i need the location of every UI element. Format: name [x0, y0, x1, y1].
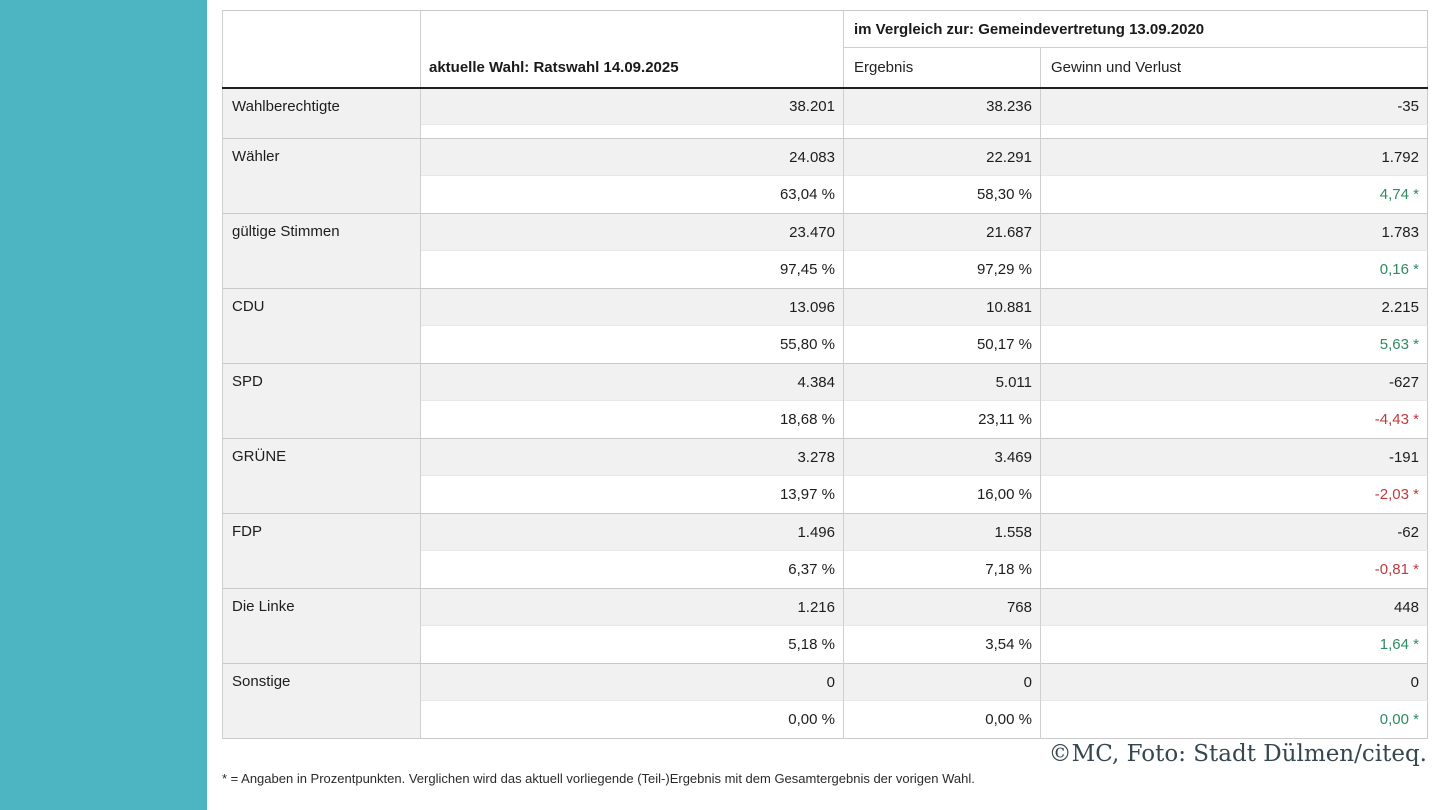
current-value-cell: 4.384 — [421, 364, 844, 401]
table-row-values — [223, 514, 1428, 551]
previous-percent-cell — [844, 125, 1041, 139]
table-row-values — [223, 589, 1428, 626]
diff-percent-cell: 4,74 * — [1041, 176, 1428, 214]
current-percent-cell: 18,68 % — [421, 401, 844, 439]
row-label: SPD — [223, 364, 421, 439]
result-column-header: Ergebnis — [844, 48, 1041, 88]
corner-cell — [223, 11, 421, 88]
diff-percent-cell: -0,81 * — [1041, 551, 1428, 589]
diff-percent-cell: 0,00 * — [1041, 701, 1428, 739]
current-percent-cell: 63,04 % — [421, 176, 844, 214]
diff-value-cell: -627 — [1041, 364, 1428, 401]
diff-value-cell: 2.215 — [1041, 289, 1428, 326]
diff-percent-cell: 1,64 * — [1041, 626, 1428, 664]
diff-value-cell: 1.792 — [1041, 139, 1428, 176]
current-election-header: aktuelle Wahl: Ratswahl 14.09.2025 — [421, 11, 844, 88]
row-label: FDP — [223, 514, 421, 589]
table-row-values — [223, 139, 1428, 176]
current-value-cell: 3.278 — [421, 439, 844, 476]
diff-percent-cell: 5,63 * — [1041, 326, 1428, 364]
election-results-table — [222, 10, 1428, 739]
table-row-values — [223, 664, 1428, 701]
current-percent-cell: 13,97 % — [421, 476, 844, 514]
diff-value-cell: -191 — [1041, 439, 1428, 476]
previous-value-cell: 38.236 — [844, 88, 1041, 125]
row-label: Wahlberechtigte — [223, 88, 421, 139]
current-percent-cell — [421, 125, 844, 139]
table-row-values — [223, 214, 1428, 251]
current-percent-cell: 55,80 % — [421, 326, 844, 364]
row-label: gültige Stimmen — [223, 214, 421, 289]
current-percent-cell: 97,45 % — [421, 251, 844, 289]
current-percent-cell: 0,00 % — [421, 701, 844, 739]
row-label: Die Linke — [223, 589, 421, 664]
header-row-top — [223, 11, 1428, 48]
table-body — [223, 88, 1428, 739]
row-label: Sonstige — [223, 664, 421, 739]
previous-value-cell: 22.291 — [844, 139, 1041, 176]
results-content — [222, 10, 1427, 786]
previous-value-cell: 3.469 — [844, 439, 1041, 476]
diff-value-cell: 448 — [1041, 589, 1428, 626]
previous-percent-cell: 3,54 % — [844, 626, 1041, 664]
current-percent-cell: 5,18 % — [421, 626, 844, 664]
row-label: GRÜNE — [223, 439, 421, 514]
current-value-cell: 13.096 — [421, 289, 844, 326]
previous-percent-cell: 50,17 % — [844, 326, 1041, 364]
current-value-cell: 24.083 — [421, 139, 844, 176]
previous-percent-cell: 58,30 % — [844, 176, 1041, 214]
current-value-cell: 23.470 — [421, 214, 844, 251]
previous-value-cell: 5.011 — [844, 364, 1041, 401]
footnote: * = Angaben in Prozentpunkten. Verglichen wird das aktuell vorliegende (Teil-)Ergebnis mit dem Gesamtergebnis der vorigen Wahl. — [222, 771, 975, 786]
diff-percent-cell: -2,03 * — [1041, 476, 1428, 514]
row-label: CDU — [223, 289, 421, 364]
previous-value-cell: 1.558 — [844, 514, 1041, 551]
gain-loss-column-header: Gewinn und Verlust — [1041, 48, 1428, 88]
diff-value-cell: 1.783 — [1041, 214, 1428, 251]
previous-value-cell: 21.687 — [844, 214, 1041, 251]
diff-percent-cell — [1041, 125, 1428, 139]
table-row-values — [223, 364, 1428, 401]
current-percent-cell: 6,37 % — [421, 551, 844, 589]
comparison-header: im Vergleich zur: Gemeindevertretung 13.09.2020 — [844, 11, 1428, 48]
diff-value-cell: -35 — [1041, 88, 1428, 125]
diff-value-cell: 0 — [1041, 664, 1428, 701]
table-row-values — [223, 439, 1428, 476]
table-header — [223, 11, 1428, 88]
previous-percent-cell: 97,29 % — [844, 251, 1041, 289]
previous-value-cell: 0 — [844, 664, 1041, 701]
current-value-cell: 1.496 — [421, 514, 844, 551]
previous-percent-cell: 7,18 % — [844, 551, 1041, 589]
diff-percent-cell: 0,16 * — [1041, 251, 1428, 289]
previous-value-cell: 768 — [844, 589, 1041, 626]
current-value-cell: 0 — [421, 664, 844, 701]
current-value-cell: 38.201 — [421, 88, 844, 125]
previous-value-cell: 10.881 — [844, 289, 1041, 326]
row-label: Wähler — [223, 139, 421, 214]
diff-value-cell: -62 — [1041, 514, 1428, 551]
previous-percent-cell: 16,00 % — [844, 476, 1041, 514]
table-row-values — [223, 289, 1428, 326]
photo-credit: ©MC, Foto: Stadt Dülmen/citeq. — [1048, 741, 1427, 767]
previous-percent-cell: 23,11 % — [844, 401, 1041, 439]
teal-sidebar — [0, 0, 207, 810]
diff-percent-cell: -4,43 * — [1041, 401, 1428, 439]
table-row-values — [223, 88, 1428, 125]
previous-percent-cell: 0,00 % — [844, 701, 1041, 739]
current-value-cell: 1.216 — [421, 589, 844, 626]
